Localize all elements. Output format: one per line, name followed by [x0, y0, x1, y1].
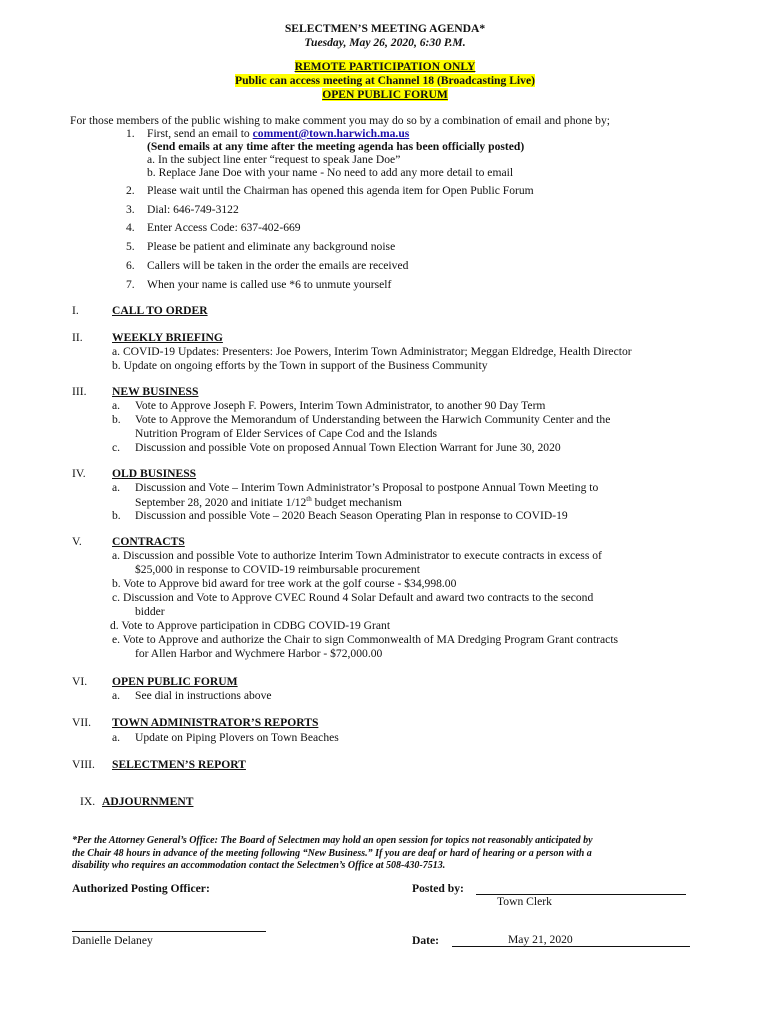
step-number: 3. — [126, 203, 135, 216]
intro-text: For those members of the public wishing to make comment you may do so by a combination of email and phone by; — [70, 114, 610, 127]
step-4: Enter Access Code: 637-402-669 — [147, 221, 301, 234]
officer-name: Danielle Delaney — [72, 934, 153, 947]
section-title-call-to-order: CALL TO ORDER — [112, 304, 208, 317]
agenda-item: Discussion and possible Vote on proposed Annual Town Election Warrant for June 30, 2020 — [135, 441, 561, 454]
section-title-weekly-briefing: WEEKLY BRIEFING — [112, 331, 223, 344]
item-letter: a. — [112, 689, 121, 702]
meeting-date: Tuesday, May 26, 2020, 6:30 P.M. — [304, 36, 466, 49]
agenda-item: Discussion and possible Vote – 2020 Beach Season Operating Plan in response to COVID-19 — [135, 509, 568, 522]
item-letter: a. — [112, 731, 121, 744]
agenda-item: Discussion and Vote – Interim Town Administrator’s Proposal to postpone Annual Town Meeting to — [135, 481, 599, 494]
step-number: 4. — [126, 221, 135, 234]
agenda-item-cont: $25,000 in response to COVID-19 reimbursable procurement — [135, 563, 420, 576]
step-6: Callers will be taken in the order the emails are received — [147, 259, 409, 272]
section-number: V. — [72, 535, 82, 548]
step-5: Please be patient and eliminate any background noise — [147, 240, 396, 253]
agenda-item: b. Update on ongoing efforts by the Town in support of the Business Community — [112, 359, 488, 372]
authorized-label: Authorized Posting Officer: — [72, 882, 210, 895]
item-letter: b. — [112, 413, 121, 426]
step-7: When your name is called use *6 to unmute yourself — [147, 278, 392, 291]
agenda-title: SELECTMEN’S MEETING AGENDA* — [284, 22, 486, 35]
agenda-item: See dial in instructions above — [135, 689, 272, 702]
step-1a: a. In the subject line enter “request to speak Jane Doe” — [147, 153, 401, 166]
footnote: *Per the Attorney General’s Office: The Board of Selectmen may hold an open session for topics not reasonably anticipated by the Chair 48 hours in advance of the meeting following “New Business.” If you are deaf or hard of hearing or a person with a disability who requires an accommodation contact the Selectmen’s Office at 508-430-7513. — [72, 835, 593, 871]
section-title-town-admin-reports: TOWN ADMINISTRATOR’S REPORTS — [112, 716, 319, 729]
section-title-selectmens-report: SELECTMEN’S REPORT — [112, 758, 246, 771]
step-3: Dial: 646-749-3122 — [147, 203, 239, 216]
forum-notice: OPEN PUBLIC FORUM — [322, 88, 448, 101]
section-title-contracts: CONTRACTS — [112, 535, 185, 548]
step-number: 7. — [126, 278, 135, 291]
agenda-item-cont: September 28, 2020 and initiate 1/12th budget mechanism — [135, 495, 402, 509]
step-number: 2. — [126, 184, 135, 197]
agenda-item: a. COVID-19 Updates: Presenters: Joe Powers, Interim Town Administrator; Meggan Eldredge, Health Director — [112, 345, 632, 358]
section-number: VII. — [72, 716, 91, 729]
posted-by-label: Posted by: — [412, 882, 464, 895]
section-number: I. — [72, 304, 79, 317]
date-value: May 21, 2020 — [508, 933, 573, 946]
agenda-item-cont: bidder — [135, 605, 165, 618]
section-number: IX. — [80, 795, 96, 808]
step-1b: b. Replace Jane Doe with your name - No need to add any more detail to email — [147, 166, 514, 179]
agenda-item: d. Vote to Approve participation in CDBG COVID-19 Grant — [110, 619, 391, 632]
agenda-item: a. Discussion and possible Vote to authorize Interim Town Administrator to execute contracts in excess of — [112, 549, 602, 562]
item-letter: a. — [112, 481, 121, 494]
agenda-item: Vote to Approve Joseph F. Powers, Interim Town Administrator, to another 90 Day Term — [135, 399, 546, 412]
step-number: 6. — [126, 259, 135, 272]
date-label: Date: — [412, 934, 440, 947]
item-letter: b. — [112, 509, 121, 522]
agenda-item: Update on Piping Plovers on Town Beaches — [135, 731, 339, 744]
email-link[interactable]: comment@town.harwich.ma.us — [252, 127, 410, 140]
step-1-note: (Send emails at any time after the meeting agenda has been officially posted) — [147, 140, 525, 153]
agenda-item: Vote to Approve the Memorandum of Understanding between the Harwich Community Center and the — [135, 413, 611, 426]
section-title-open-public-forum: OPEN PUBLIC FORUM — [112, 675, 238, 688]
signature-line — [72, 931, 266, 932]
section-number: III. — [72, 385, 87, 398]
item-letter: a. — [112, 399, 121, 412]
remote-notice: REMOTE PARTICIPATION ONLY — [294, 60, 476, 73]
section-title-new-business: NEW BUSINESS — [112, 385, 199, 398]
agenda-item: b. Vote to Approve bid award for tree work at the golf course - $34,998.00 — [112, 577, 457, 590]
section-number: VI. — [72, 675, 88, 688]
section-number: IV. — [72, 467, 86, 480]
step-number: 1. — [126, 127, 135, 140]
step-number: 5. — [126, 240, 135, 253]
date-line — [452, 946, 690, 947]
step-1: First, send an email to comment@town.harwich.ma.us — [147, 127, 410, 140]
agenda-item: e. Vote to Approve and authorize the Chair to sign Commonwealth of MA Dredging Program Grant contracts — [112, 633, 619, 646]
channel-notice: Public can access meeting at Channel 18 (Broadcasting Live) — [235, 74, 535, 87]
town-clerk-label: Town Clerk — [497, 895, 552, 908]
step-2: Please wait until the Chairman has opened this agenda item for Open Public Forum — [147, 184, 534, 197]
section-title-old-business: OLD BUSINESS — [112, 467, 197, 480]
item-letter: c. — [112, 441, 121, 454]
agenda-item-cont: for Allen Harbor and Wychmere Harbor - $72,000.00 — [135, 647, 383, 660]
agenda-item-cont: Nutrition Program of Elder Services of Cape Cod and the Islands — [135, 427, 438, 440]
section-title-adjournment: ADJOURNMENT — [102, 795, 194, 808]
section-number: VIII. — [72, 758, 95, 771]
section-number: II. — [72, 331, 83, 344]
agenda-item: c. Discussion and Vote to Approve CVEC Round 4 Solar Default and award two contracts to the second — [112, 591, 594, 604]
